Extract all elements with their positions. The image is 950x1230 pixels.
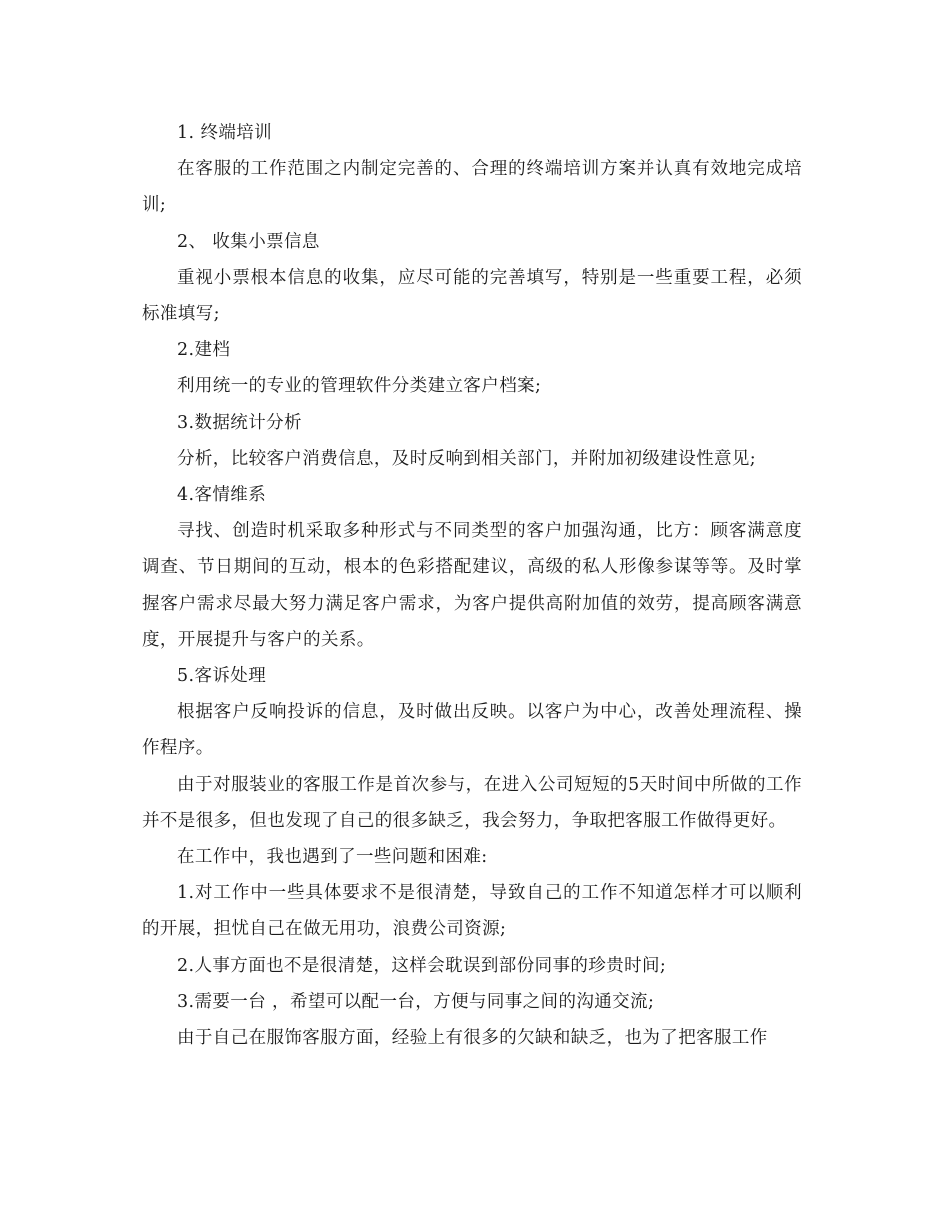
paragraph-complaint-handling: 根据客户反响投诉的信息，及时做出反映。以客户为中心，改善处理流程、操作程序。: [142, 702, 802, 759]
paragraph-terminal-training: 在客服的工作范围之内制定完善的、合理的终端培训方案并认真有效地完成培训;: [142, 159, 802, 216]
list-item-problem-2: 2.人事方面也不是很清楚，这样会耽误到部份同事的珍贵时间;: [177, 955, 667, 976]
paragraph-collect-receipt-info: 重视小票根本信息的收集，应尽可能的完善填写，特别是一些重要工程，必须标准填写;: [142, 267, 802, 325]
paragraph-archiving: 利用统一的专业的管理软件分类建立客户档案;: [177, 376, 542, 397]
paragraph-first-experience: 由于对服装业的客服工作是首次参与，在进入公司短短的5天时间中所做的工作并不是很多，但也发现了自己的很多缺乏，我会努力，争取把客服工作做得更好。: [142, 774, 802, 831]
heading-customer-relations: 4.客情维系: [177, 485, 267, 506]
paragraph-customer-relations: 寻找、创造时机采取多种形式与不同类型的客户加强沟通，比方：顾客满意度调查、节日期间的互动，根本的色彩搭配建议，高级的私人形像参谋等等。及时掌握客户需求尽最大努力满足客户需求，为客户提供高附加值的效劳，提高顾客满意度，开展提升与客户的关系。: [142, 521, 802, 650]
heading-complaint-handling: 5.客诉处理: [177, 666, 267, 687]
list-item-problem-1: 1.对工作中一些具体要求不是很清楚，导致自己的工作不知道怎样才可以顺利的开展，担忧自己在做无用功，浪费公司资源;: [142, 883, 802, 940]
document-body: [142, 115, 802, 1056]
heading-terminal-training: 1. 终端培训: [177, 123, 273, 143]
paragraph-closing: 由于自己在服饰客服方面，经验上有很多的欠缺和缺乏，也为了把客服工作: [177, 1028, 768, 1049]
paragraph-problems-intro: 在工作中，我也遇到了一些问题和困难:: [177, 847, 488, 868]
heading-archiving: 2.建档: [177, 340, 231, 361]
heading-data-analysis: 3.数据统计分析: [177, 412, 302, 433]
list-item-problem-3: 3.需要一台 ，希望可以配一台，方便与同事之间的沟通交流;: [177, 991, 655, 1012]
paragraph-data-analysis: 分析，比较客户消费信息，及时反响到相关部门，并附加初级建设性意见;: [177, 448, 757, 469]
heading-collect-receipt-info: 2、 收集小票信息: [177, 231, 320, 252]
